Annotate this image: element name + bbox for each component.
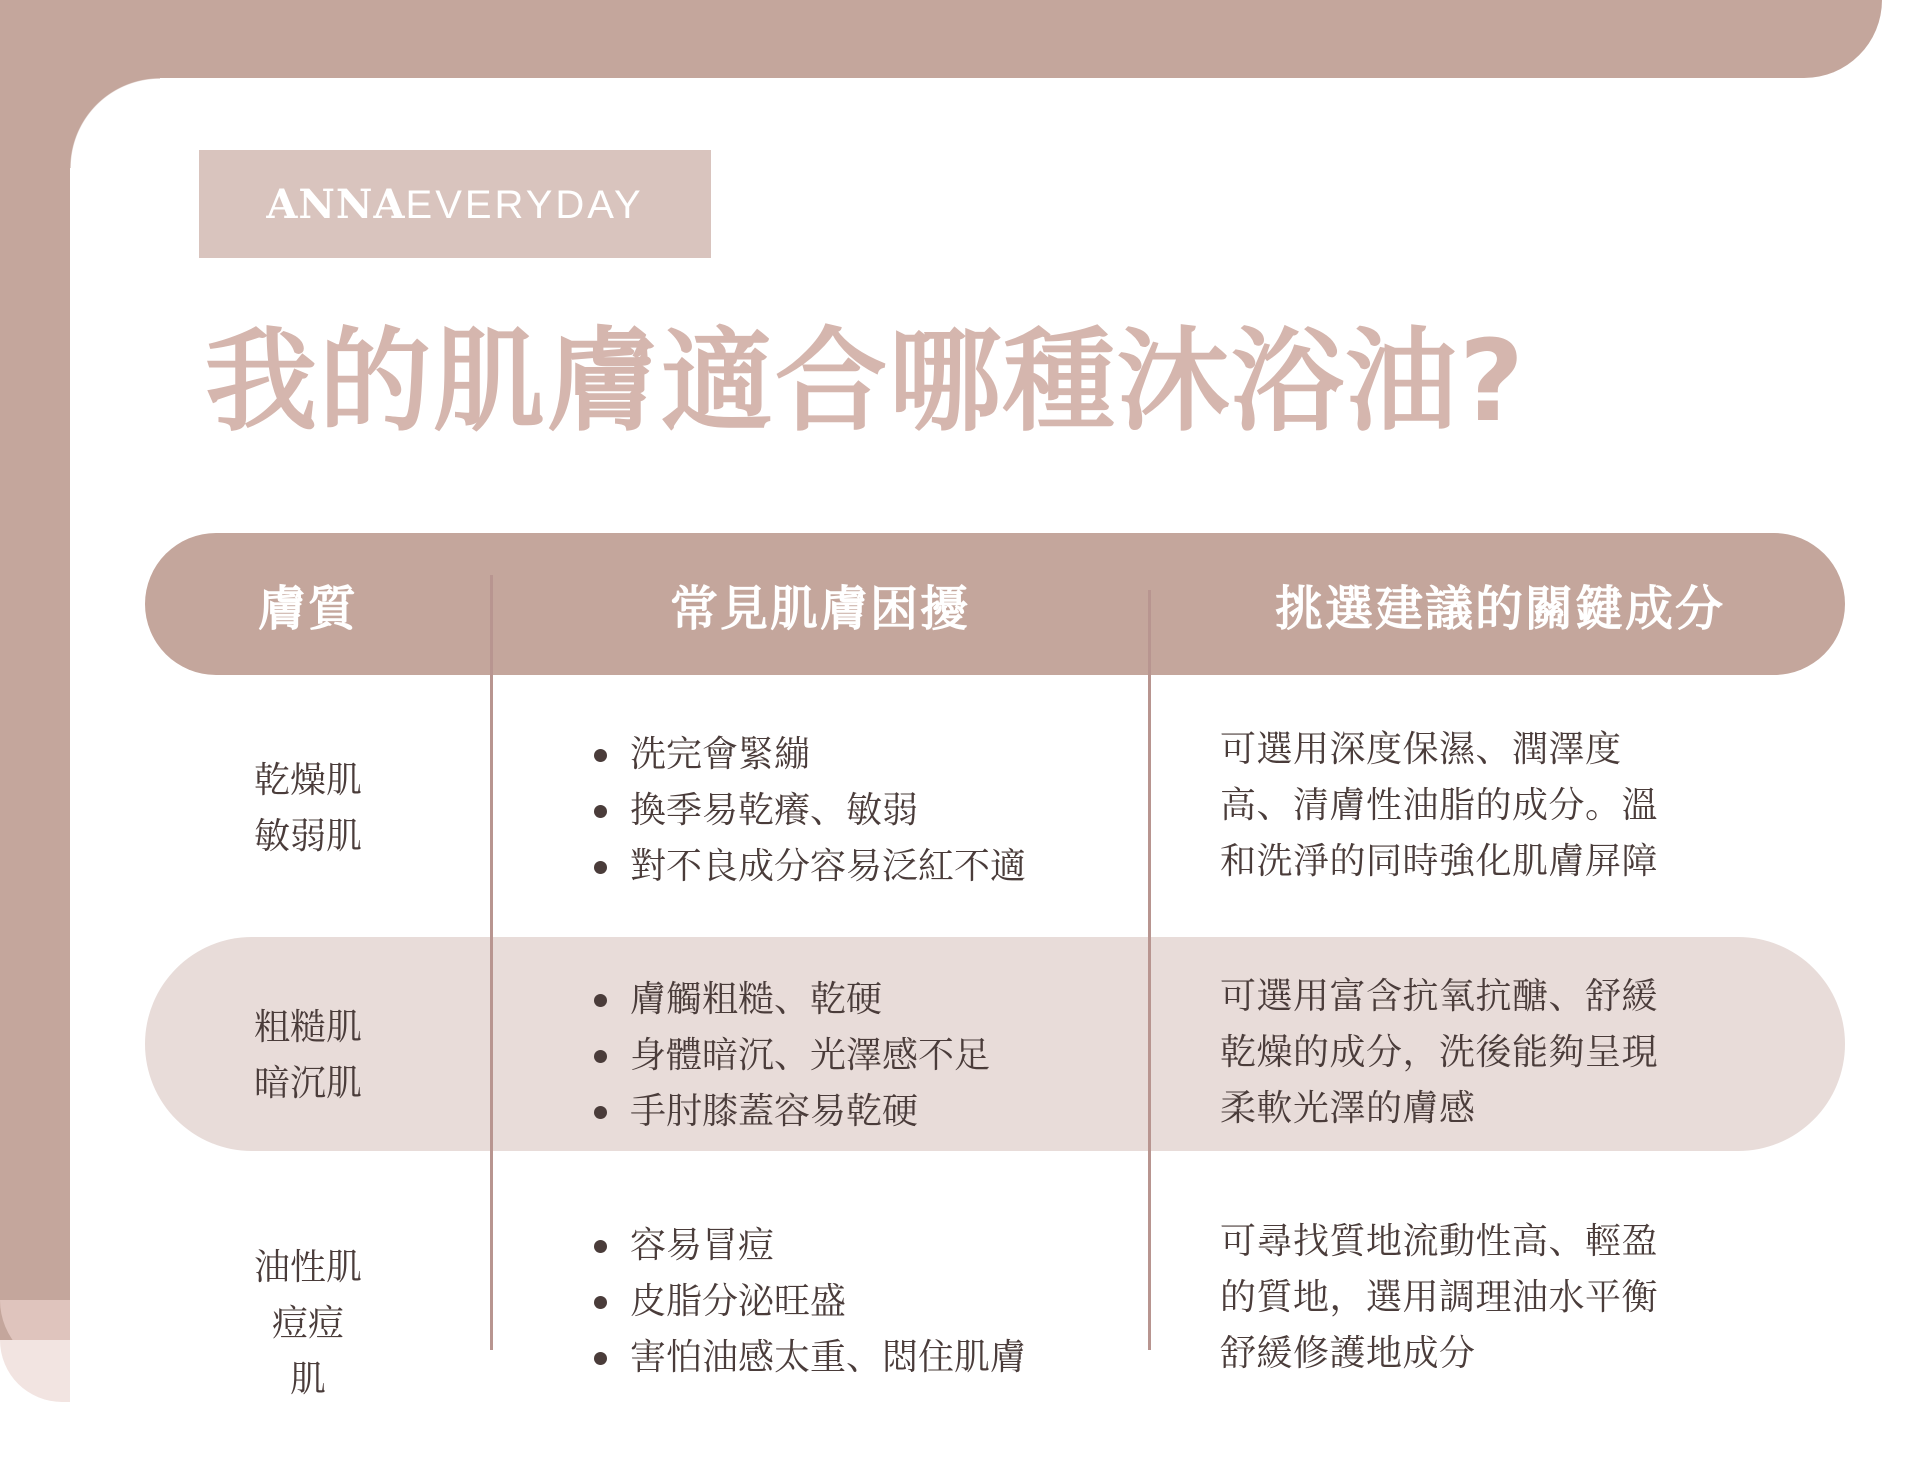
table-row-3-concerns <box>590 1218 1026 1386</box>
skin-type-line: 暗沉肌 <box>253 1063 362 1104</box>
skin-type-line: 乾燥肌 <box>253 760 362 801</box>
brand-logo-text <box>266 181 643 228</box>
advice-line: 高、清膚性油脂的成分。溫 <box>1220 785 1659 826</box>
column-header-skin-type: 膚質 <box>257 580 358 637</box>
frame-inner-corner <box>70 78 160 168</box>
concern-item: 膚觸粗糙、乾硬 <box>590 972 990 1028</box>
table-row-1-skin-type <box>175 753 441 865</box>
table-row-3-skin-type <box>175 1240 441 1408</box>
table-row-1-advice <box>1220 722 1730 890</box>
brand-logo <box>199 150 711 258</box>
table-row-2-advice <box>1220 969 1730 1137</box>
table-row-3-advice <box>1220 1214 1730 1382</box>
advice-line: 的質地，選用調理油水平衡 <box>1220 1277 1659 1318</box>
concern-item: 容易冒痘 <box>590 1218 1026 1274</box>
column-divider-2 <box>1148 590 1151 1350</box>
concern-item: 對不良成分容易泛紅不適 <box>590 839 1026 895</box>
concern-item: 手肘膝蓋容易乾硬 <box>590 1084 990 1140</box>
skin-type-line: 肌 <box>289 1359 326 1400</box>
skin-type-line: 痘痘 <box>271 1303 344 1344</box>
table-row-2-skin-type <box>175 1000 441 1112</box>
table-row-2-concerns <box>590 972 990 1140</box>
advice-line: 舒緩修護地成分 <box>1220 1333 1476 1374</box>
concern-item: 換季易乾癢、敏弱 <box>590 783 1026 839</box>
concern-item: 洗完會緊繃 <box>590 727 1026 783</box>
advice-line: 可尋找質地流動性高、輕盈 <box>1220 1221 1659 1262</box>
column-header-ingredients: 挑選建議的關鍵成分 <box>1274 580 1725 637</box>
page-title: 我的肌膚適合哪種沐浴油? <box>205 317 1526 447</box>
skin-type-line: 油性肌 <box>253 1247 362 1288</box>
brand-logo-strong: ANNA <box>266 180 406 228</box>
concern-item: 害怕油感太重、悶住肌膚 <box>590 1330 1026 1386</box>
advice-line: 可選用深度保濕、潤澤度 <box>1220 729 1622 770</box>
advice-line: 和洗淨的同時強化肌膚屏障 <box>1220 841 1659 882</box>
advice-line: 乾燥的成分，洗後能夠呈現 <box>1220 1032 1659 1073</box>
concern-item: 身體暗沉、光澤感不足 <box>590 1028 990 1084</box>
skin-type-line: 敏弱肌 <box>253 816 362 857</box>
advice-line: 可選用富含抗氧抗醣、舒緩 <box>1220 976 1659 1017</box>
frame-tail-accent-light <box>0 1340 70 1402</box>
advice-line: 柔軟光澤的膚感 <box>1220 1088 1476 1129</box>
brand-logo-light: EVERYDAY <box>405 182 644 227</box>
frame-top-bar <box>0 0 1882 78</box>
column-divider-1 <box>490 575 493 1350</box>
frame-left-bar <box>0 0 70 1340</box>
concern-item: 皮脂分泌旺盛 <box>590 1274 1026 1330</box>
column-header-concerns: 常見肌膚困擾 <box>669 580 970 637</box>
skin-type-line: 粗糙肌 <box>253 1007 362 1048</box>
table-row-1-concerns <box>590 727 1026 895</box>
